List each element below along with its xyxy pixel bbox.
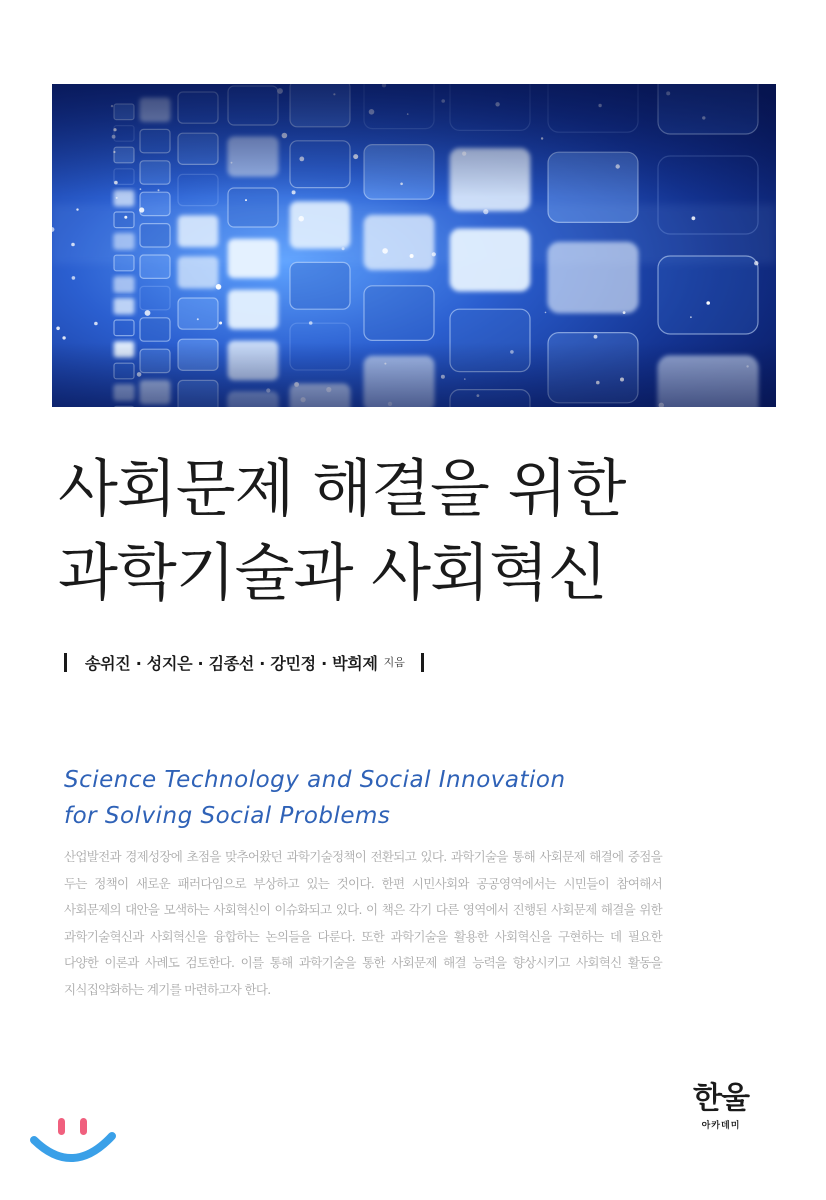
author-names: 송위진 · 성지은 · 김종선 · 강민정 · 박희제	[85, 653, 378, 673]
author-left-bar	[64, 653, 67, 672]
book-description: 산업발전과 경제성장에 초점을 맞추어왔던 과학기술정책이 전환되고 있다. 과학기술을 통해 사회문제 해결에 중점을 두는 정책이 새로운 패러다임으로 부상하고 있는 것이다. 한편 시민사회와 공공영역에서는 시민들이 참여해서 사회문제의 대안을 모색하는 사회혁신이 이슈화되고 있다. 이 책은 각기 다른 영역에서 진행된 사회문제 해결을 위한 과학기술혁신과 사회혁신을 융합하는 논의들을 다룬다. 또한 과학기술을 활용한 사회혁신을 구현하는 데 필요한 다양한 이론과 사례도 검토한다. 이를 통해 과학기술을 통한 사회문제 해결 능력을 향상시키고 사회혁신 활동을 지식집약화하는 계기를 마련하고자 한다.	[64, 849, 662, 997]
english-title-line2: for Solving Social Problems	[64, 803, 391, 829]
english-title-line1: Science Technology and Social Innovation	[64, 767, 566, 793]
smiley-icon	[28, 1110, 118, 1170]
author-right-bar	[421, 653, 424, 672]
book-title-line2: 과학기술과 사회혁신	[58, 536, 607, 609]
book-title-line1: 사회문제 해결을 위한	[58, 452, 626, 525]
author-line	[64, 650, 424, 674]
publisher-logo	[686, 1081, 756, 1131]
cover-image	[52, 84, 776, 407]
author-role: 지음	[383, 656, 405, 669]
english-title	[64, 762, 704, 834]
publisher-sub: 아카데미	[701, 1121, 741, 1131]
digital-grid-image	[52, 84, 776, 407]
publisher-name: 한울	[693, 1081, 749, 1116]
